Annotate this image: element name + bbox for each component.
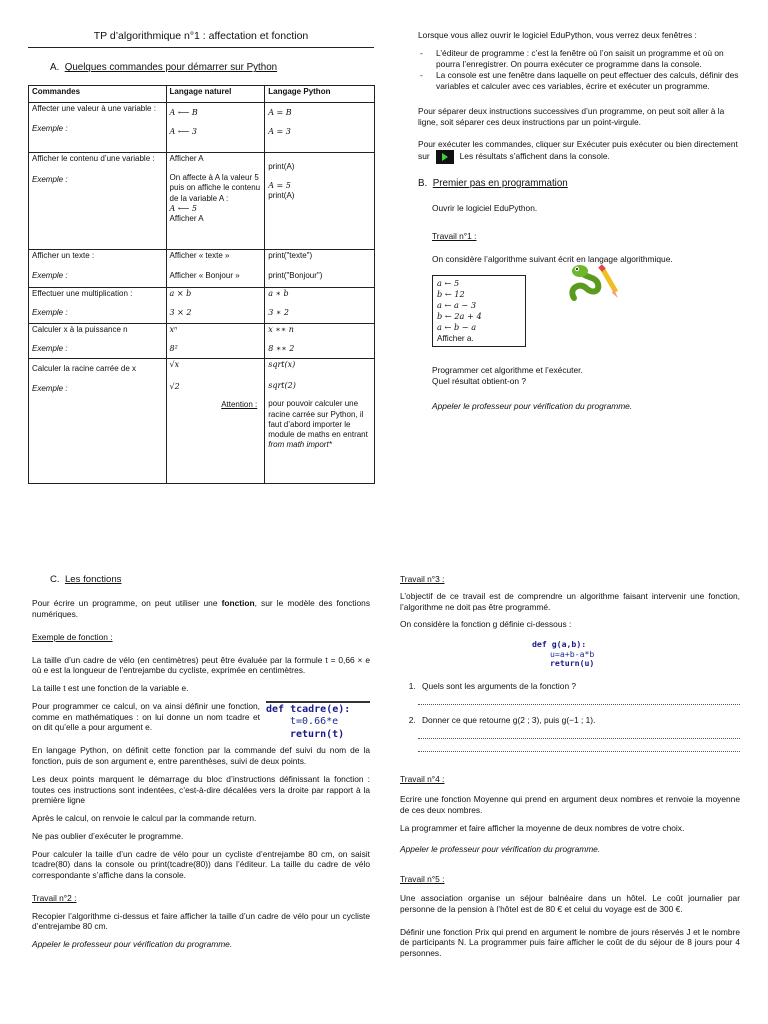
question-item: 2. Donner ce que retourne g(2 ; 3), puis g(−1 ; 1). xyxy=(418,715,740,726)
intro-paragraph: Lorsque vous allez ouvrir le logiciel EduPython, vous verrez deux fenêtres : xyxy=(418,30,697,40)
example-label: Exemple : xyxy=(32,384,68,394)
python-value: print(A) xyxy=(268,191,295,201)
section-a-heading xyxy=(50,62,374,75)
travail-3-questions-2 xyxy=(400,715,740,726)
table-row xyxy=(29,249,375,287)
table-cell xyxy=(29,323,167,358)
python-value: sqrt(x) xyxy=(268,359,296,369)
python-note: pour pouvoir calculer une racine carrée sur Python, il faut d’abord importer le module de maths en entrant xyxy=(268,399,368,440)
command-label: Afficher le contenu d’une variable : xyxy=(32,153,155,163)
table-cell xyxy=(166,102,265,152)
tcadre-code xyxy=(266,701,370,742)
example-label: Exemple : xyxy=(32,271,68,281)
natural-value: a × b xyxy=(169,288,192,298)
table-cell xyxy=(29,287,167,323)
bottom-right-column xyxy=(400,574,740,966)
intro-text: Pour écrire un programme, on peut utiliser une xyxy=(32,598,218,609)
table-cell xyxy=(166,358,265,483)
command-label: Calculer x à la puissance n xyxy=(32,324,128,334)
intro-text-end: , sur le modèle des fonctions numériques. xyxy=(32,598,371,620)
python-value: A = B xyxy=(268,107,292,117)
table-cell xyxy=(265,249,375,287)
table-header: Langage Python xyxy=(265,85,375,102)
table-header-row xyxy=(29,85,375,102)
table-header: Commandes xyxy=(29,85,167,102)
code-line: t=0.66*e xyxy=(290,716,339,728)
commands-table xyxy=(28,85,375,484)
travail-2-text: Recopier l’algorithme ci-dessus et faire afficher la taille d’un cadre de vélo pour un cycliste d’entrejambe 80 cm. xyxy=(32,910,370,932)
natural-value: Afficher A xyxy=(169,153,204,163)
travail-4-title: Travail n°4 : xyxy=(400,773,445,784)
python-value: x ∗∗ n xyxy=(268,324,294,334)
execute-result-text: Les résultats s’affichent dans la console. xyxy=(459,151,610,162)
table-cell xyxy=(166,287,265,323)
command-label: Calculer la racine carrée de x xyxy=(32,363,137,373)
tcadre-80-paragraph: Pour calculer la taille d’un cadre de vélo pour un cycliste d’entrejambe 80 cm, on saisit tcadre(80) dans la console ou print(tcadre(80)) dans l’éditeur. La taille du cadre de vélo correspondante s’affiche dans la console. xyxy=(32,848,370,881)
code-line: def tcadre(e): xyxy=(266,703,351,715)
table-cell xyxy=(265,287,375,323)
example-label: Exemple : xyxy=(32,124,68,134)
travail-4-text-2: La programmer et faire afficher la moyenne de deux nombres de votre choix. xyxy=(400,822,685,833)
python-value: sqrt(2) xyxy=(268,381,296,391)
command-label: Affecter une valeur à une variable : xyxy=(32,103,156,113)
table-cell xyxy=(166,323,265,358)
define-function-paragraph: Pour programmer ce calcul, on va ainsi définir une fonction, comme en mathématiques : on lui donne un nom tcadre et on dit qu’elle a pour argument e. xyxy=(32,700,260,733)
def-paragraph: En langage Python, on définit cette fonction par la commande def suivi du nom de la fonction, puis de son argument e, entre parenthèses, suivi de deux points. xyxy=(32,745,370,767)
natural-value: On affecte à A la valeur 5 puis on affiche le contenu de la variable A : xyxy=(169,173,261,203)
algorithm-line: a ← 5 xyxy=(437,277,460,288)
example-label: Exemple : xyxy=(32,175,68,185)
python-value: 3 ∗ 2 xyxy=(268,308,289,318)
table-cell xyxy=(166,249,265,287)
section-b-title: Premier pas en programmation xyxy=(432,178,568,189)
python-value: print("texte") xyxy=(268,250,313,260)
code-line: return(u) xyxy=(550,658,595,669)
answer-line xyxy=(418,704,740,705)
natural-value: A ⟵ 5 xyxy=(169,203,197,213)
table-cell xyxy=(29,152,167,249)
natural-value: Afficher « texte » xyxy=(169,250,230,260)
travail-3-objective: L’objectif de ce travail est de comprendre un algorithme faisant intervenir une fonction, l’algorithme ne doit pas être programmé. xyxy=(400,590,740,612)
execute-reminder: Ne pas oublier d’exécuter le programme. xyxy=(32,830,184,841)
travail-5-title: Travail n°5 : xyxy=(400,874,445,885)
table-cell xyxy=(166,152,265,249)
attention-label: Attention : xyxy=(221,400,258,410)
separator-paragraph: Pour séparer deux instructions successives d’un programme, on peut soit aller à la ligne, soit séparer ces deux instructions par un point-virgule. xyxy=(418,105,725,127)
answer-line xyxy=(418,738,740,739)
execute-text: Pour exécuter les commandes, cliquer sur Exécuter puis exécuter ou bien directement sur xyxy=(418,139,738,162)
page-title: TP d’algorithmique n°1 : affectation et fonction xyxy=(28,30,374,48)
table-row xyxy=(29,287,375,323)
section-c-letter: C. xyxy=(50,574,60,585)
natural-value: √2 xyxy=(169,382,180,392)
algorithm-line: b ← 2a + 4 xyxy=(437,310,482,321)
command-label: Effectuer une multiplication : xyxy=(32,288,133,298)
section-c-heading xyxy=(50,574,370,586)
table-row xyxy=(29,323,375,358)
section-b-letter: B. xyxy=(418,178,428,189)
list-item: - L’éditeur de programme : c’est la fenêtre où l’on saisit un programme et où on pourra l’enregistrer. On pourra exécuter ce programme dans la console. xyxy=(418,48,740,70)
question-item: 1. Quels sont les arguments de la fonction ? xyxy=(418,681,740,692)
natural-value: 8² xyxy=(169,344,178,354)
python-value: a ∗ b xyxy=(268,288,289,298)
table-row xyxy=(29,358,375,483)
code-line: return(t) xyxy=(290,728,345,740)
table-cell xyxy=(265,152,375,249)
teacher-call: Appeler le professeur pour vérification du programme. xyxy=(32,939,233,950)
natural-value: A ⟵ 3 xyxy=(169,127,197,137)
answer-line xyxy=(418,751,740,752)
table-row xyxy=(29,102,375,152)
algorithm-line: a ← b − a xyxy=(437,322,477,333)
return-paragraph: Après le calcul, on renvoie le calcul par la commande return. xyxy=(32,813,257,824)
windows-list xyxy=(418,48,740,92)
table-cell xyxy=(29,102,167,152)
indentation-paragraph: Les deux points marquent le démarrage du bloc d’instructions définissant la fonction : toutes ces instructions sont indentées, c’est-à-dire décalées vers la droite par rapport à la première ligne xyxy=(32,773,370,806)
algorithm-line: a ← a − 3 xyxy=(437,299,477,310)
code-line: u=a+b-a*b xyxy=(550,648,595,659)
functions-intro xyxy=(32,598,370,620)
g-function-code xyxy=(532,640,740,669)
travail-1-title: Travail n°1 : xyxy=(432,231,477,242)
snake-mascot-icon xyxy=(566,262,620,308)
code-line: def g(a,b): xyxy=(532,639,587,649)
example-label: Exemple : xyxy=(32,308,68,318)
python-import: from math import* xyxy=(268,440,332,450)
open-software-text: Ouvrir le logiciel EduPython. xyxy=(432,202,538,213)
table-row xyxy=(29,152,375,249)
travail-4-text: Ecrire une fonction Moyenne qui prend en argument deux nombres et renvoie la moyenne de ces deux nombres. xyxy=(400,794,740,816)
python-value: A = 3 xyxy=(268,127,291,137)
run-icon xyxy=(436,150,454,164)
section-c-title: Les fonctions xyxy=(64,574,122,585)
travail-1-intro: On considère l’algorithme suivant écrit en langage algorithmique. xyxy=(432,254,673,265)
table-header: Langage naturel xyxy=(166,85,265,102)
python-value: print("Bonjour") xyxy=(268,271,323,281)
travail-1-questions xyxy=(432,365,740,387)
travail-5-text: Une association organise un séjour balnéaire dans un hôtel. Le coût journalier par personne de la pension à l’hôtel est de 80 € et celui du voyage est de 300 €. xyxy=(400,893,740,914)
top-left-column xyxy=(28,30,374,484)
question-text: Programmer cet algorithme et l’exécuter. xyxy=(432,365,583,376)
teacher-call: Appeler le professeur pour vérification du programme. xyxy=(432,400,633,411)
python-value: print(A) xyxy=(268,161,295,171)
section-a-letter: A. xyxy=(50,62,60,74)
natural-value: 3 × 2 xyxy=(169,308,192,318)
python-value: A = 5 xyxy=(268,181,291,191)
command-label: Afficher un texte : xyxy=(32,250,95,260)
table-cell xyxy=(265,358,375,483)
taille-paragraph: La taille t est une fonction de la variable e. xyxy=(32,683,189,694)
cadre-paragraph: La taille d’un cadre de vélo (en centimètres) peut être évaluée par la formule t = 0,66 × e où e est la longueur de l’entrejambe du cycliste, exprimée en centimètres. xyxy=(32,654,370,676)
algorithm-box xyxy=(432,275,526,347)
table-cell xyxy=(265,323,375,358)
execute-paragraph xyxy=(418,139,740,164)
list-item: - La console est une fenêtre dans laquelle on peut effectuer des calculs, définir des variables et calculer avec ces variables, écrire et exécuter un programme. xyxy=(418,70,740,92)
natural-value: xⁿ xyxy=(169,324,178,334)
table-cell xyxy=(29,358,167,483)
travail-3-intro: On considère la fonction g définie ci-dessous : xyxy=(400,619,572,630)
algorithm-line: b ← 12 xyxy=(437,288,465,299)
python-value: 8 ∗∗ 2 xyxy=(268,344,295,354)
bottom-left-column xyxy=(32,574,370,957)
algorithm-line: Afficher a. xyxy=(437,334,474,344)
natural-value: Afficher A xyxy=(169,214,204,224)
section-b-heading xyxy=(418,178,740,191)
travail-3-questions xyxy=(400,681,740,692)
table-cell xyxy=(265,102,375,152)
example-label: Exemple : xyxy=(32,344,68,354)
natural-value: Afficher « Bonjour » xyxy=(169,271,240,281)
section-a-title: Quelques commandes pour démarrer sur Python xyxy=(64,62,278,74)
travail-5-text-2: Définir une fonction Prix qui prend en argument le nombre de jours réservés J et le nombre de participants N. La programmer puis faire afficher le coût de du séjour de 8 jours pour 4 personnes. xyxy=(400,926,740,959)
question-text: Quel résultat obtient-on ? xyxy=(432,375,527,386)
top-right-column xyxy=(418,30,740,411)
travail-2-title: Travail n°2 : xyxy=(32,892,77,903)
table-cell xyxy=(29,249,167,287)
travail-3-title: Travail n°3 : xyxy=(400,574,445,584)
teacher-call: Appeler le professeur pour vérification du programme. xyxy=(400,843,601,854)
natural-value: A ⟵ B xyxy=(169,107,198,117)
natural-value: √x xyxy=(169,359,180,369)
example-heading: Exemple de fonction : xyxy=(32,631,113,642)
intro-bold: fonction xyxy=(221,598,255,609)
